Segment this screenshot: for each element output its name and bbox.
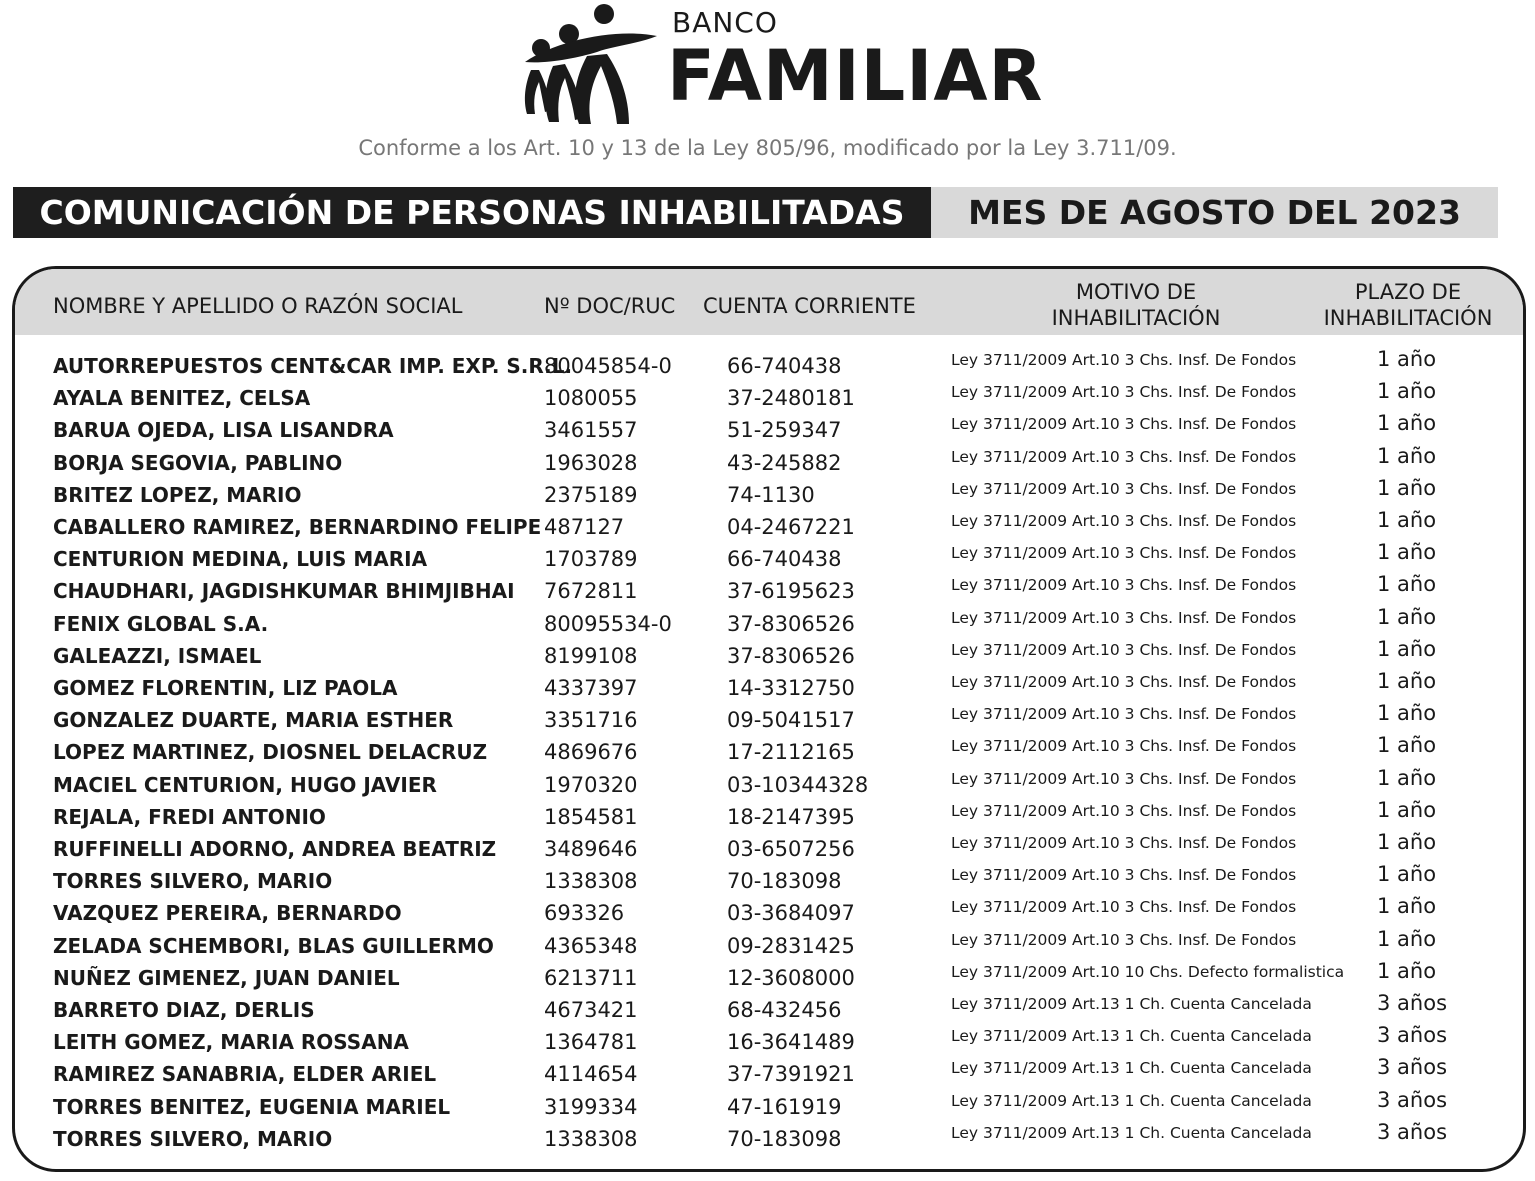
cell-term: 1 año [1377, 862, 1437, 887]
table-row [15, 572, 1523, 608]
cell-reason: Ley 3711/2009 Art.10 3 Chs. Insf. De Fondos [951, 512, 1297, 530]
cell-term: 1 año [1377, 830, 1437, 854]
table-row [15, 1119, 1523, 1156]
cell-term: 1 año [1377, 701, 1437, 726]
cell-term: 1 año [1377, 894, 1437, 919]
cell-term: 3 años [1377, 1023, 1448, 1048]
cell-name: ZELADA SCHEMBORI, BLAS GUILLERMO [53, 933, 494, 958]
cell-reason: Ley 3711/2009 Art.10 3 Chs. Insf. De Fondos [951, 737, 1297, 756]
cell-doc: 1963028 [544, 450, 638, 475]
table-row [15, 1087, 1523, 1124]
table-row [15, 508, 1523, 544]
cell-name: BRITEZ LOPEZ, MARIO [53, 482, 302, 507]
cell-term: 1 año [1377, 636, 1437, 661]
cell-term: 1 año [1377, 669, 1437, 693]
table-row [15, 1023, 1523, 1059]
column-header-name: NOMBRE Y APELLIDO O RAZÓN SOCIAL [53, 294, 463, 318]
cell-account: 14-3312750 [727, 676, 855, 700]
table-row [15, 379, 1523, 415]
cell-name: BORJA SEGOVIA, PABLINO [53, 450, 343, 475]
cell-name: TORRES SILVERO, MARIO [53, 1126, 333, 1151]
cell-name: MACIEL CENTURION, HUGO JAVIER [53, 772, 437, 797]
cell-doc: 4337397 [544, 676, 638, 700]
cell-account: 37-8306526 [727, 611, 855, 636]
cell-doc: 1364781 [544, 1030, 638, 1055]
cell-account: 37-2480181 [727, 386, 855, 411]
cell-name: CENTURION MEDINA, LUIS MARIA [53, 547, 428, 572]
table-row [15, 894, 1523, 930]
cell-reason: Ley 3711/2009 Art.10 3 Chs. Insf. De Fondos [951, 576, 1297, 595]
cell-reason: Ley 3711/2009 Art.10 3 Chs. Insf. De Fondos [951, 834, 1297, 852]
cell-account: 37-8306526 [727, 643, 855, 668]
cell-reason: Ley 3711/2009 Art.10 3 Chs. Insf. De Fondos [951, 544, 1297, 563]
cell-doc: 8199108 [544, 643, 638, 668]
cell-doc: 3199334 [544, 1094, 638, 1119]
cell-reason: Ley 3711/2009 Art.10 3 Chs. Insf. De Fondos [951, 769, 1297, 788]
cell-term: 1 año [1377, 604, 1437, 629]
table-row [15, 475, 1523, 512]
cell-doc: 1854581 [544, 804, 638, 829]
cell-name: RAMIREZ SANABRIA, ELDER ARIEL [53, 1062, 437, 1087]
cell-account: 43-245882 [727, 450, 842, 475]
cell-term: 1 año [1377, 733, 1437, 758]
cell-account: 74-1130 [727, 482, 815, 507]
cell-reason: Ley 3711/2009 Art.10 3 Chs. Insf. De Fondos [951, 705, 1297, 724]
table-row [15, 1055, 1523, 1091]
cell-account: 09-2831425 [727, 933, 855, 958]
cell-account: 17-2112165 [727, 740, 855, 765]
cell-term: 1 año [1377, 572, 1437, 597]
cell-term: 1 año [1377, 797, 1437, 822]
table-row [15, 701, 1523, 737]
cell-account: 68-432456 [727, 998, 842, 1022]
column-header-doc: Nº DOC/RUC [544, 294, 676, 318]
cell-name: RUFFINELLI ADORNO, ANDREA BEATRIZ [53, 837, 497, 861]
cell-account: 09-5041517 [727, 708, 855, 733]
column-header-term-line2: INHABILITACIÓN [1323, 306, 1493, 330]
cell-account: 66-740438 [727, 354, 842, 378]
cell-reason: Ley 3711/2009 Art.13 1 Ch. Cuenta Cancelada [951, 1091, 1312, 1110]
cell-term: 1 año [1377, 765, 1437, 790]
cell-account: 16-3641489 [727, 1030, 855, 1055]
cell-term: 1 año [1377, 379, 1437, 404]
cell-reason: Ley 3711/2009 Art.10 3 Chs. Insf. De Fondos [951, 351, 1297, 369]
cell-account: 37-7391921 [727, 1062, 855, 1087]
cell-term: 3 años [1377, 1055, 1448, 1080]
cell-doc: 487127 [544, 515, 625, 539]
table-row [15, 797, 1523, 834]
cell-term: 1 año [1377, 508, 1437, 532]
cell-reason: Ley 3711/2009 Art.10 3 Chs. Insf. De Fondos [951, 673, 1297, 691]
cell-doc: 80045854-0 [544, 354, 672, 378]
cell-account: 12-3608000 [727, 965, 855, 990]
table-row [15, 830, 1523, 866]
cell-name: GONZALEZ DUARTE, MARIA ESTHER [53, 708, 454, 733]
cell-name: GOMEZ FLORENTIN, LIZ PAOLA [53, 676, 398, 700]
cell-doc: 1338308 [544, 869, 638, 894]
table-row [15, 540, 1523, 576]
cell-doc: 4673421 [544, 998, 638, 1022]
table-row [15, 443, 1523, 480]
cell-name: AYALA BENITEZ, CELSA [53, 386, 311, 411]
cell-doc: 80095534-0 [544, 611, 672, 636]
cell-term: 1 año [1377, 540, 1437, 565]
cell-account: 70-183098 [727, 869, 842, 894]
column-header-account: CUENTA CORRIENTE [703, 294, 916, 318]
logo-banco-text: BANCO [672, 6, 778, 39]
table-row [15, 636, 1523, 673]
cell-account: 03-10344328 [727, 772, 869, 797]
cell-term: 1 año [1377, 926, 1437, 951]
cell-reason: Ley 3711/2009 Art.10 3 Chs. Insf. De Fondos [951, 898, 1297, 917]
cell-doc: 1080055 [544, 386, 638, 411]
cell-account: 03-3684097 [727, 901, 855, 926]
family-figures-icon [517, 0, 667, 130]
column-header-term-line1: PLAZO DE [1354, 280, 1462, 304]
cell-term: 3 años [1377, 1119, 1448, 1144]
table-row [15, 991, 1523, 1027]
cell-name: NUÑEZ GIMENEZ, JUAN DANIEL [53, 965, 400, 990]
banner-month: MES DE AGOSTO DEL 2023 [931, 187, 1498, 238]
column-header-reason [1026, 279, 1246, 331]
cell-doc: 3461557 [544, 418, 638, 443]
cell-account: 04-2467221 [727, 515, 855, 539]
cell-reason: Ley 3711/2009 Art.10 3 Chs. Insf. De Fondos [951, 479, 1297, 498]
cell-reason: Ley 3711/2009 Art.10 3 Chs. Insf. De Fondos [951, 447, 1297, 466]
cell-reason: Ley 3711/2009 Art.10 3 Chs. Insf. De Fondos [951, 640, 1297, 659]
cell-name: TORRES BENITEZ, EUGENIA MARIEL [53, 1094, 451, 1119]
cell-account: 70-183098 [727, 1126, 842, 1151]
cell-reason: Ley 3711/2009 Art.10 3 Chs. Insf. De Fondos [951, 608, 1297, 627]
cell-term: 1 año [1377, 411, 1437, 436]
disqualified-persons-table [12, 266, 1526, 1172]
table-row [15, 765, 1523, 802]
cell-doc: 4869676 [544, 740, 638, 765]
table-header [15, 269, 1523, 335]
cell-reason: Ley 3711/2009 Art.13 1 Ch. Cuenta Cancelada [951, 1059, 1312, 1078]
cell-reason: Ley 3711/2009 Art.10 3 Chs. Insf. De Fondos [951, 383, 1297, 402]
cell-account: 18-2147395 [727, 804, 855, 829]
cell-doc: 1338308 [544, 1126, 638, 1151]
cell-doc: 1703789 [544, 547, 638, 572]
cell-name: BARUA OJEDA, LISA LISANDRA [53, 418, 394, 443]
law-note: Conforme a los Art. 10 y 13 de la Ley 805/96, modificado por la Ley 3.711/09. [358, 136, 1177, 160]
banner-title: COMUNICACIÓN DE PERSONAS INHABILITADAS [13, 187, 931, 238]
cell-name: VAZQUEZ PEREIRA, BERNARDO [53, 901, 402, 926]
cell-doc: 693326 [544, 901, 625, 926]
cell-doc: 6213711 [544, 965, 638, 990]
cell-term: 3 años [1377, 991, 1448, 1015]
bank-logo [517, 0, 1044, 130]
table-row [15, 733, 1523, 769]
cell-reason: Ley 3711/2009 Art.13 1 Ch. Cuenta Cancelada [951, 995, 1312, 1013]
table-row [15, 604, 1523, 641]
cell-name: CHAUDHARI, JAGDISHKUMAR BHIMJIBHAI [53, 579, 515, 604]
cell-account: 47-161919 [727, 1094, 842, 1119]
table-row [15, 347, 1523, 383]
cell-term: 1 año [1377, 475, 1437, 500]
cell-name: AUTORREPUESTOS CENT&CAR IMP. EXP. S.R.L. [53, 354, 573, 378]
cell-name: BARRETO DIAZ, DERLIS [53, 998, 315, 1022]
column-header-term [1313, 279, 1503, 331]
cell-reason: Ley 3711/2009 Art.10 3 Chs. Insf. De Fondos [951, 801, 1297, 820]
cell-name: CABALLERO RAMIREZ, BERNARDINO FELIPE [53, 515, 542, 539]
cell-term: 3 años [1377, 1087, 1448, 1112]
column-header-reason-line2: INHABILITACIÓN [1051, 306, 1221, 330]
cell-reason: Ley 3711/2009 Art.10 3 Chs. Insf. De Fondos [951, 930, 1297, 949]
cell-doc: 7672811 [544, 579, 638, 604]
cell-account: 66-740438 [727, 547, 842, 572]
cell-reason: Ley 3711/2009 Art.13 1 Ch. Cuenta Cancelada [951, 1123, 1312, 1142]
cell-name: GALEAZZI, ISMAEL [53, 643, 262, 668]
cell-term: 1 año [1377, 443, 1437, 468]
cell-doc: 1970320 [544, 772, 638, 797]
cell-term: 1 año [1377, 958, 1437, 983]
cell-doc: 4365348 [544, 933, 638, 958]
cell-name: TORRES SILVERO, MARIO [53, 869, 333, 894]
cell-term: 1 año [1377, 347, 1437, 371]
table-row [15, 926, 1523, 963]
column-header-reason-line1: MOTIVO DE [1075, 280, 1197, 304]
table-row [15, 411, 1523, 447]
logo-familiar-text: FAMILIAR [667, 35, 1044, 117]
cell-doc: 3351716 [544, 708, 638, 733]
cell-account: 03-6507256 [727, 837, 855, 861]
cell-name: LOPEZ MARTINEZ, DIOSNEL DELACRUZ [53, 740, 488, 765]
cell-doc: 2375189 [544, 482, 638, 507]
cell-account: 51-259347 [727, 418, 842, 443]
table-row [15, 669, 1523, 705]
cell-reason: Ley 3711/2009 Art.10 3 Chs. Insf. De Fondos [951, 866, 1297, 885]
cell-name: FENIX GLOBAL S.A. [53, 611, 269, 636]
cell-account: 37-6195623 [727, 579, 855, 604]
table-row [15, 862, 1523, 898]
table-row [15, 958, 1523, 995]
cell-reason: Ley 3711/2009 Art.10 3 Chs. Insf. De Fondos [951, 415, 1297, 434]
cell-doc: 4114654 [544, 1062, 638, 1087]
cell-reason: Ley 3711/2009 Art.10 10 Chs. Defecto formalistica [951, 962, 1345, 981]
cell-name: LEITH GOMEZ, MARIA ROSSANA [53, 1030, 409, 1055]
cell-reason: Ley 3711/2009 Art.13 1 Ch. Cuenta Cancelada [951, 1027, 1312, 1046]
cell-doc: 3489646 [544, 837, 638, 861]
cell-name: REJALA, FREDI ANTONIO [53, 804, 326, 829]
